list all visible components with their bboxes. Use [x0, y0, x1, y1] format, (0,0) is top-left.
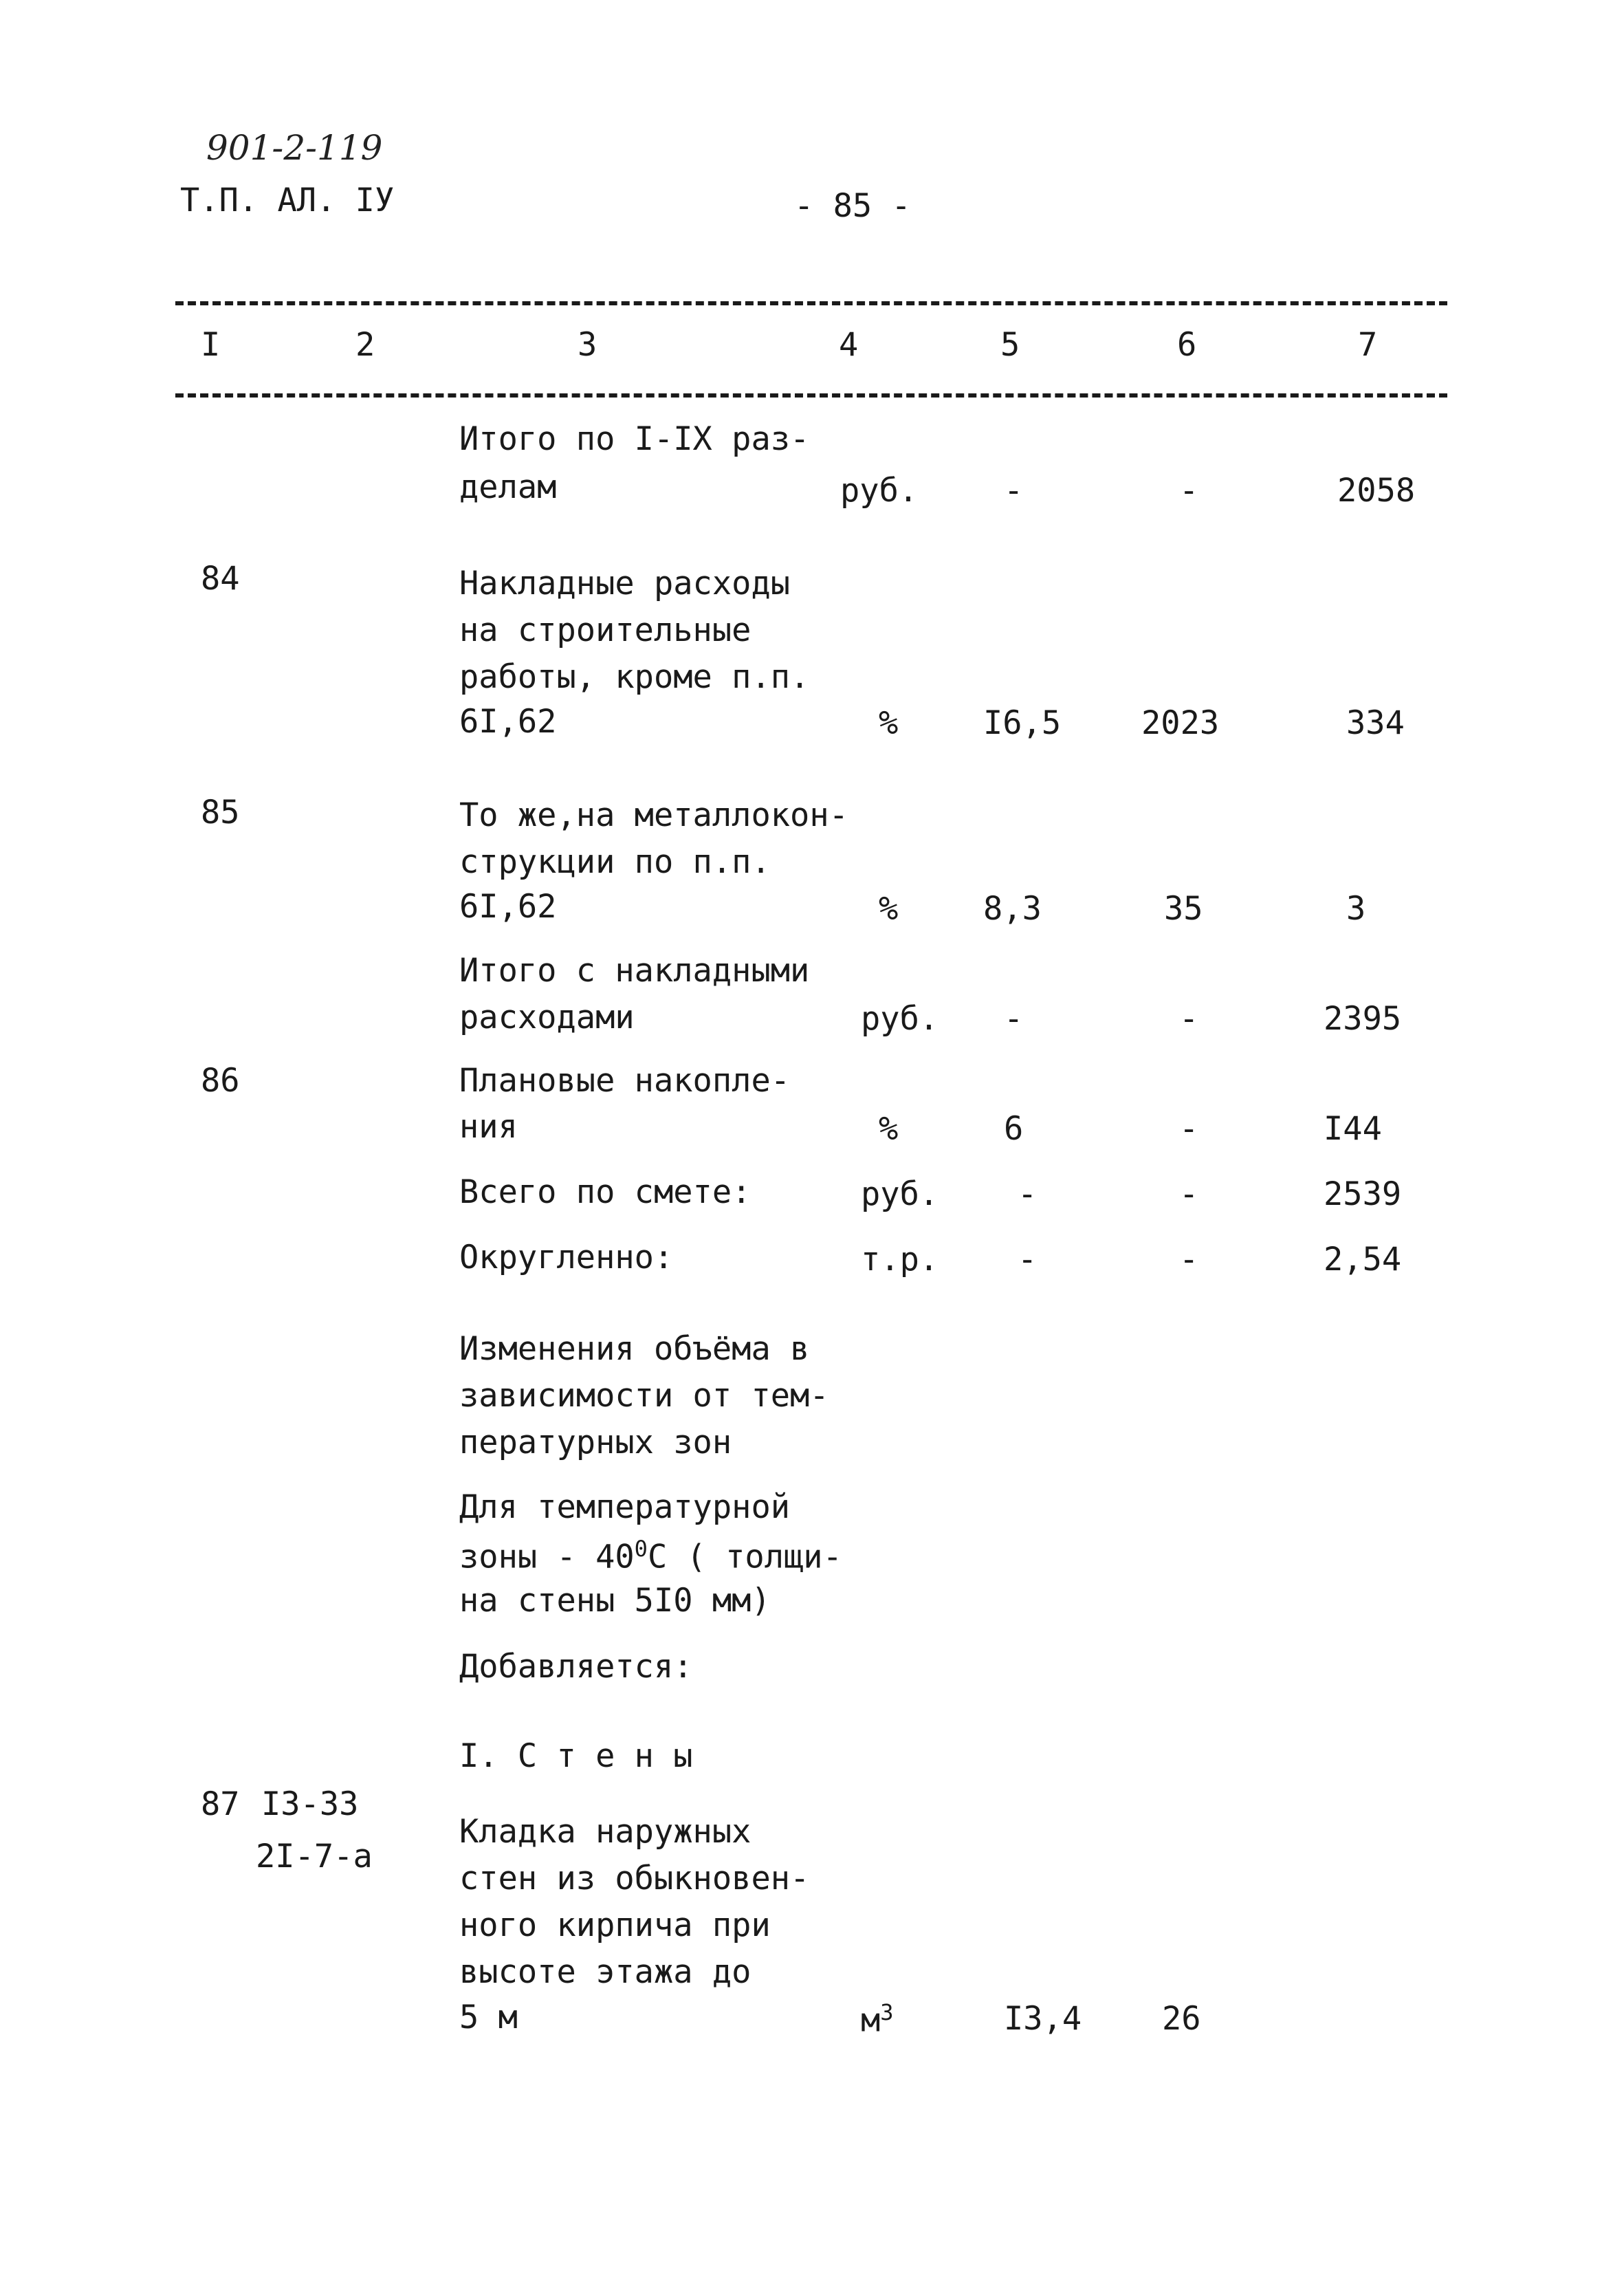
row-unit — [861, 1999, 894, 2040]
row-text-line: Итого по I-IX раз- — [459, 420, 810, 458]
row-col7: 2395 — [1324, 1000, 1402, 1038]
row-unit-superscript: 3 — [880, 1999, 894, 2025]
row-col6: - — [1179, 1110, 1199, 1148]
row-text-line — [459, 1538, 842, 1574]
row-unit: % — [879, 890, 899, 928]
row-text-line: зависимости от тем- — [459, 1377, 829, 1415]
temp-zone-superscript: 0 — [634, 1536, 648, 1562]
row-text-line: на стены 5I0 мм) — [459, 1582, 771, 1620]
row-col6: - — [1179, 1241, 1199, 1278]
row-unit: % — [879, 1110, 899, 1148]
row-col6: - — [1179, 1175, 1199, 1213]
temp-zone-tail: С ( толщи- — [647, 1538, 842, 1576]
row-col7: 2539 — [1324, 1175, 1402, 1213]
series-code: Т.П. АЛ. IУ — [180, 182, 395, 219]
row-col5: 6 — [1004, 1110, 1024, 1148]
row-col7: 3 — [1346, 890, 1366, 928]
row-text-line: Накладные расходы — [459, 565, 791, 602]
row-text-line: стен из обыкновен- — [459, 1860, 810, 1897]
row-col5: - — [1004, 1000, 1024, 1038]
row-text-line: Всего по смете: — [459, 1173, 751, 1211]
row-unit: руб. — [861, 1175, 939, 1213]
row-col7: 2,54 — [1324, 1241, 1402, 1278]
col-header-7: 7 — [1358, 326, 1378, 364]
section-title: I. С т е н ы — [459, 1737, 693, 1775]
row-col7: 2058 — [1337, 472, 1416, 510]
row-number: 84 — [201, 560, 240, 598]
row-unit-base: м — [861, 2001, 881, 2040]
row-text-line: Плановые накопле- — [459, 1062, 791, 1100]
row-text-line: расходами — [459, 999, 635, 1036]
row-unit: % — [879, 704, 899, 742]
handwritten-code: 901-2-119 — [206, 128, 383, 168]
row-text-line: Округленно: — [459, 1239, 674, 1276]
col-header-5: 5 — [1000, 326, 1020, 364]
row-unit: руб. — [840, 472, 919, 510]
row-number: 87 — [201, 1785, 240, 1823]
col-header-3: 3 — [578, 326, 597, 364]
row-col5: - — [1004, 472, 1024, 510]
row-text-line: делам — [459, 468, 557, 506]
col-header-6: 6 — [1177, 326, 1197, 364]
header-top-rule — [175, 301, 1447, 305]
row-col6: 2023 — [1141, 704, 1220, 742]
row-text-line: пературных зон — [459, 1424, 732, 1461]
row-text-line: ного кирпича при — [459, 1906, 771, 1944]
row-number: 86 — [201, 1062, 240, 1100]
row-text-line: струкции по п.п. — [459, 843, 771, 881]
row-col5: 8,3 — [983, 890, 1042, 928]
row-text-line: работы, кроме п.п. — [459, 658, 810, 696]
row-text-line: То же,на металлокон- — [459, 796, 848, 834]
temp-zone-prefix: зоны - 40 — [459, 1538, 635, 1576]
row-col5: - — [1018, 1241, 1038, 1278]
row-col5: I3,4 — [1004, 2000, 1082, 2038]
col-header-1: I — [201, 326, 221, 364]
row-code-line: I3-33 — [261, 1785, 359, 1823]
row-text-line: 6I,62 — [459, 888, 557, 926]
row-text-line: ния — [459, 1108, 518, 1146]
row-text-line: 6I,62 — [459, 703, 557, 741]
col-header-2: 2 — [355, 326, 375, 364]
row-col6: - — [1179, 472, 1199, 510]
row-text-line: высоте этажа до — [459, 1953, 751, 1991]
row-unit: руб. — [861, 1000, 939, 1038]
row-code-line: 2I-7-а — [256, 1838, 373, 1875]
row-col6: 35 — [1164, 890, 1203, 928]
row-text-line: на строительные — [459, 611, 751, 649]
row-text-line: Добавляется: — [459, 1648, 693, 1686]
col-header-4: 4 — [839, 326, 859, 364]
row-text-line: Итого с накладными — [459, 952, 810, 990]
row-text-line: Кладка наружных — [459, 1813, 751, 1851]
row-text-line: Для температурной — [459, 1488, 791, 1526]
row-col5: I6,5 — [983, 704, 1062, 742]
row-col7: 334 — [1346, 704, 1405, 742]
header-bottom-rule — [175, 393, 1447, 398]
row-unit: т.р. — [861, 1241, 939, 1278]
row-col6: - — [1179, 1000, 1199, 1038]
page-number: - 85 - — [794, 187, 911, 225]
row-col6: 26 — [1162, 2000, 1201, 2038]
row-text-line: 5 м — [459, 1999, 518, 2036]
row-col5: - — [1018, 1175, 1038, 1213]
row-col7: I44 — [1324, 1110, 1382, 1148]
row-number: 85 — [201, 794, 240, 831]
row-text-line: Изменения объёма в — [459, 1330, 810, 1368]
